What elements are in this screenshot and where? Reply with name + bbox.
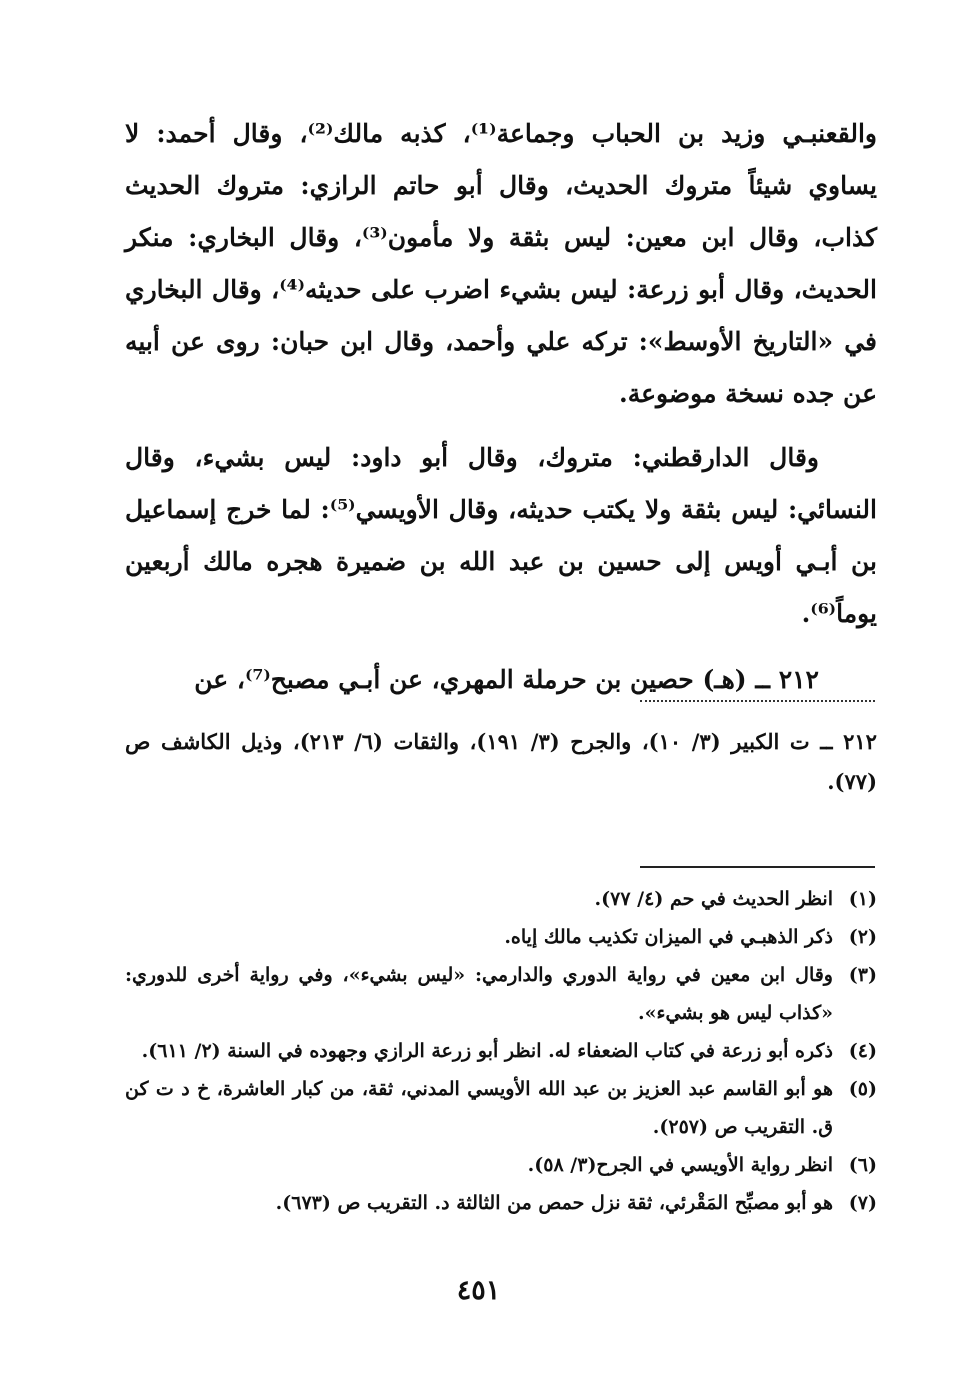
entry-212-heading: ٢١٢ ــ (هـ) حصين بن حرملة المهري، عن أبـي مصبح⁽⁷⁾، عن (194, 665, 819, 694)
footnote-text: ذكره أبو زرعة في كتاب الضعفاء له. انظر أبو زرعة الرازي وجهوده في السنة (٢/ ٦١١). (141, 1040, 833, 1062)
entry-212-note: ٢١٢ ــ ت الكبير (٣/ ١٠)، والجرح (٣/ ١٩١)، والثقات (٦/ ٢١٣)، وذيل الكاشف ص (٧٧). (125, 729, 877, 794)
footnote-number: (٥) (848, 1078, 877, 1100)
footnote-4 (125, 1032, 877, 1070)
page-number: ٤٥١ (456, 1275, 501, 1306)
dotted-separator (640, 700, 875, 702)
footnote-number: (٢) (848, 926, 877, 948)
footnote-number: (٤) (848, 1040, 877, 1062)
footnote-text: وقال ابن معين في رواية الدوري والدارمي: «ليس بشيء»، وفي رواية أخرى للدوري: «كذاب ليس هو بشيء». (125, 964, 833, 1024)
paragraph-1: والقعنبـي وزيد بن الحباب وجماعة⁽¹⁾، كذبه مالك⁽²⁾، وقال أحمد: لا يساوي شيئاً متروك الحديث، وقال أبو حاتم الرازي: متروك الحديث كذاب، وقال ابن معين: ليس بثقة ولا مأمون⁽³⁾، وقال البخاري: منكر الحديث، وقال أبو زرعة: ليس بشيء اضرب على حديثه⁽⁴⁾، وقال البخاري في «التاريخ الأوسط»: تركه علي وأحمد، وقال ابن حبان: روى عن أبيه عن جده نسخة موضوعة. (125, 119, 877, 408)
footnote-text: ذكر الذهبـي في الميزان تكذيب مالك إياه. (504, 926, 833, 948)
footnote-number: (١) (848, 888, 877, 910)
footnote-7 (125, 1184, 877, 1222)
footnote-3 (125, 956, 877, 1032)
footnote-rule (640, 866, 875, 868)
footnote-2 (125, 918, 877, 956)
footnote-number: (٣) (848, 964, 877, 986)
footnote-5 (125, 1070, 877, 1146)
footnotes (125, 880, 877, 1222)
footnote-1 (125, 880, 877, 918)
footnote-text: انظر رواية الأويسي في الجرح(٣/ ٥٨). (527, 1154, 833, 1176)
main-text (125, 108, 877, 706)
footnote-number: (٧) (848, 1192, 877, 1214)
footnote-6 (125, 1146, 877, 1184)
footnote-number: (٦) (848, 1154, 877, 1176)
paragraph-2: وقال الدارقطني: متروك، وقال أبو داود: ليس بشيء، وقال النسائي: ليس بثقة ولا يكتب حديثه، وقال الأويسي⁽⁵⁾: لما خرج إسماعيل بن أبـي أويس إلى حسين بن عبد الله بن ضميرة هجره مالك أربعين يوماً⁽⁶⁾. (125, 443, 877, 628)
footnote-text: هو أبو مصبِّح المَقْرئي، ثقة نزل حمص من الثالثة د. التقريب ص (٦٧٣). (275, 1192, 833, 1214)
footnote-text: هو أبو القاسم عبد العزيز بن عبد الله الأويسي المدني، ثقة، من كبار العاشرة، خ د ت كن ق. التقريب ص (٢٥٧). (125, 1078, 833, 1138)
footnote-text: انظر الحديث في حم (٤/ ٧٧). (594, 888, 833, 910)
